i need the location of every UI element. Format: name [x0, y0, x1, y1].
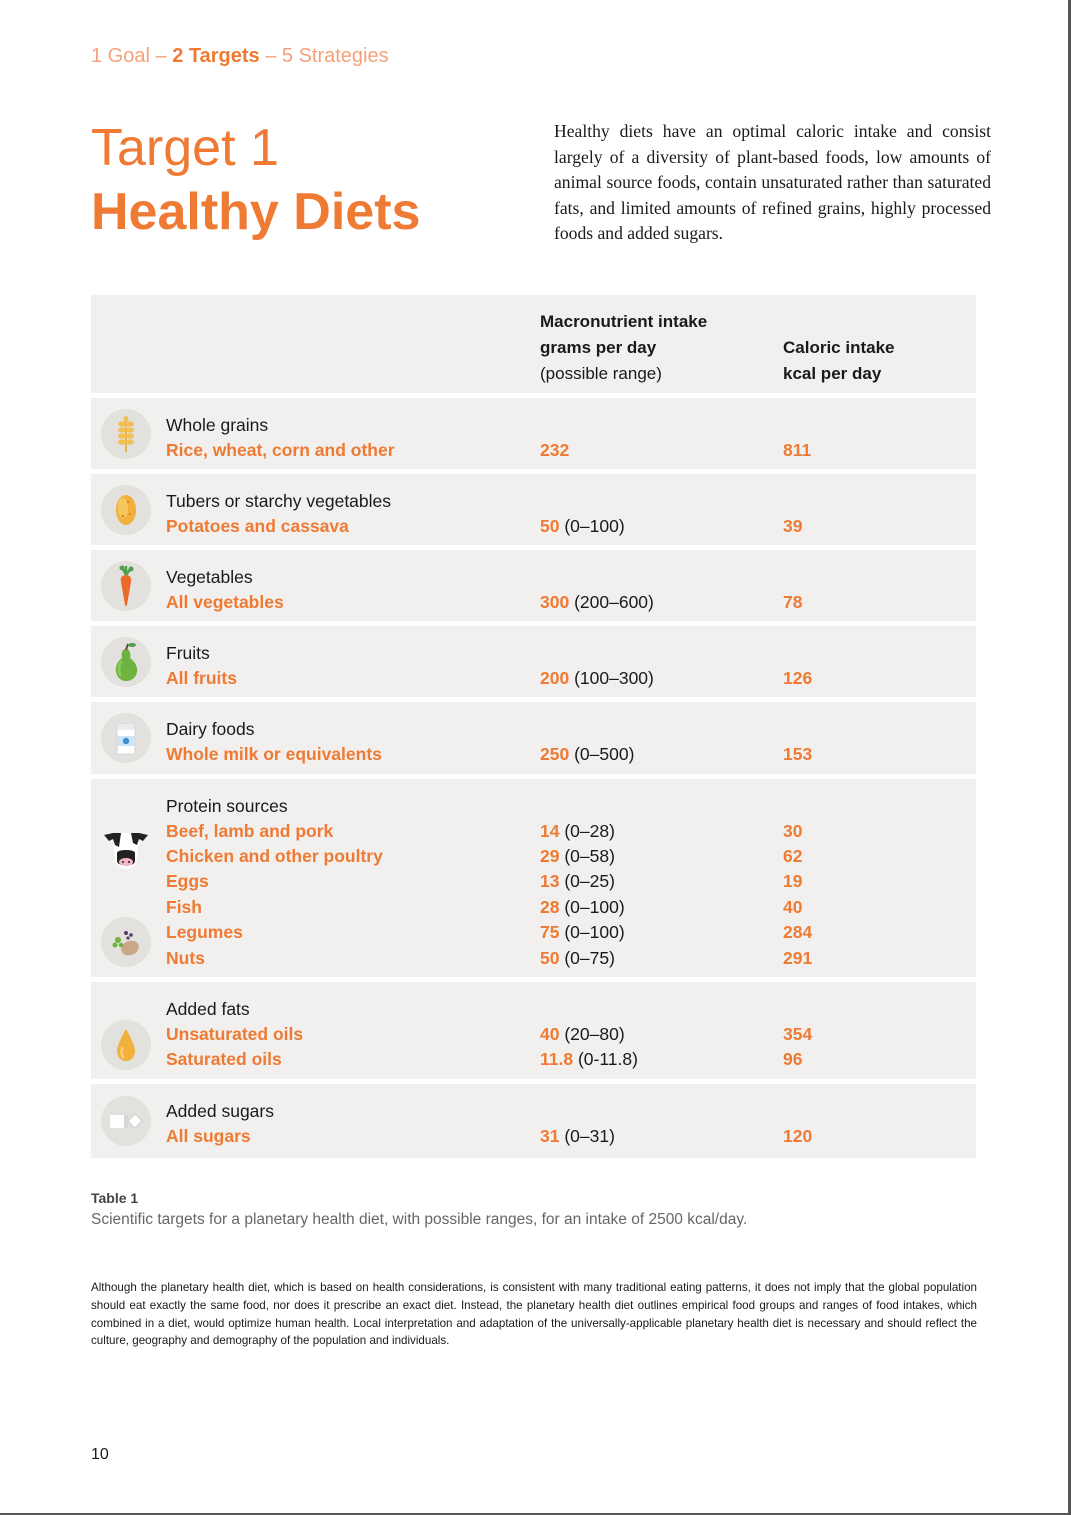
kcal-value: 126: [783, 668, 813, 688]
grams-value: 300 (200–600): [540, 592, 654, 612]
food-item: Chicken and other poultry: [166, 846, 383, 866]
food-item: All fruits: [166, 668, 237, 688]
table-row: [91, 550, 976, 621]
potato-icon: [101, 485, 151, 535]
wheat-icon: [101, 409, 151, 459]
breadcrumb-strategies: 5 Strategies: [281, 45, 389, 67]
kcal-value: 40: [783, 897, 803, 917]
food-item: Unsaturated oils: [166, 1024, 304, 1044]
sugar-cube-icon: [101, 1096, 151, 1146]
grams-value: 13 (0–25): [540, 871, 615, 891]
food-item: Rice, wheat, corn and other: [166, 440, 395, 460]
table-row: [91, 982, 976, 1079]
header-macronutrient: Macronutrient intake grams per day (possible range): [540, 312, 708, 383]
oil-drop-icon: [101, 1020, 151, 1070]
food-item: Fish: [166, 897, 202, 917]
table-row: [91, 1084, 976, 1158]
category-label: Added fats: [166, 999, 250, 1019]
grams-value: 11.8 (0-11.8): [540, 1049, 638, 1069]
kcal-value: 62: [783, 846, 803, 866]
food-item: Saturated oils: [166, 1049, 282, 1069]
table-header: [91, 295, 976, 393]
kcal-value: 153: [783, 744, 813, 764]
food-item: All vegetables: [166, 592, 284, 612]
grams-value: 31 (0–31): [540, 1126, 615, 1146]
table-row: [91, 474, 976, 545]
breadcrumb-targets: 2 Targets: [172, 45, 260, 67]
category-label: Added sugars: [166, 1101, 274, 1121]
grams-value: 200 (100–300): [540, 668, 654, 688]
diet-table: [91, 295, 976, 1158]
category-label: Dairy foods: [166, 719, 255, 739]
grams-value: 232: [540, 440, 570, 460]
category-label: Vegetables: [166, 567, 253, 587]
food-item: Eggs: [166, 871, 209, 891]
page-number: 10: [91, 1446, 109, 1463]
food-item: Whole milk or equivalents: [166, 744, 382, 764]
milk-carton-icon: [101, 713, 151, 763]
category-label: Tubers or starchy vegetables: [166, 491, 392, 511]
kcal-value: 120: [783, 1126, 813, 1146]
kcal-value: 284: [783, 922, 813, 942]
kcal-value: 19: [783, 871, 803, 891]
header-caloric: Caloric intake kcal per day: [783, 338, 895, 383]
kcal-value: 354: [783, 1024, 813, 1044]
food-item: Legumes: [166, 922, 243, 942]
grams-value: 14 (0–28): [540, 821, 615, 841]
category-label: Protein sources: [166, 796, 288, 816]
kcal-value: 30: [783, 821, 803, 841]
kcal-value: 291: [783, 948, 813, 968]
cow-icon: [101, 821, 151, 871]
grams-value: 28 (0–100): [540, 897, 625, 917]
table-caption-label: Table 1: [91, 1190, 139, 1206]
page-title-target: Target 1: [91, 119, 279, 177]
kcal-value: 811: [783, 440, 812, 460]
grams-value: 75 (0–100): [540, 922, 625, 942]
food-item: Nuts: [166, 948, 205, 968]
carrot-icon: [101, 561, 151, 611]
kcal-value: 39: [783, 516, 803, 536]
grams-value: 250 (0–500): [540, 744, 635, 764]
table-row: [91, 779, 976, 977]
breadcrumb-goal: 1 Goal: [91, 45, 150, 67]
grams-value: 50 (0–100): [540, 516, 625, 536]
food-item: Potatoes and cassava: [166, 516, 349, 536]
legumes-icon: [101, 917, 151, 967]
grams-value: 40 (20–80): [540, 1024, 625, 1044]
footnote-paragraph: Although the planetary health diet, which is based on health considerations, is consistent with many traditional eating patterns, it does not imply that the global population should eat exactly the same food, nor does it prescribe an exact diet. Instead, the planetary health diet outlines empirical food groups and ranges of food intakes, which combined in a diet, would optimize human health. Local interpretation and adaptation of the universally-applicable planetary health diet is necessary and should reflect the culture, geography and demography of the population and individuals.: [91, 1281, 977, 1348]
grams-value: 50 (0–75): [540, 948, 615, 968]
food-item: All sugars: [166, 1126, 251, 1146]
table-row: [91, 626, 976, 697]
pear-icon: [101, 637, 151, 687]
page-title-healthy-diets: Healthy Diets: [91, 183, 421, 241]
category-label: Fruits: [166, 643, 210, 663]
grams-value: 29 (0–58): [540, 846, 615, 866]
table-caption: Scientific targets for a planetary health diet, with possible ranges, for an intake of 2500 kcal/day.: [91, 1211, 748, 1228]
category-label: Whole grains: [166, 415, 269, 435]
kcal-value: 96: [783, 1049, 803, 1069]
food-item: Beef, lamb and pork: [166, 821, 334, 841]
breadcrumb: 1 Goal – 2 Targets – 5 Strategies: [91, 45, 389, 67]
intro-paragraph: Healthy diets have an optimal caloric intake and consist largely of a diversity of plant-based foods, low amounts of animal source foods, contain unsaturated rather than saturated fats, and limited amounts of refined grains, highly processed foods and added sugars.: [554, 121, 991, 243]
table-row: [91, 702, 976, 774]
kcal-value: 78: [783, 592, 803, 612]
table-row: [91, 398, 976, 469]
